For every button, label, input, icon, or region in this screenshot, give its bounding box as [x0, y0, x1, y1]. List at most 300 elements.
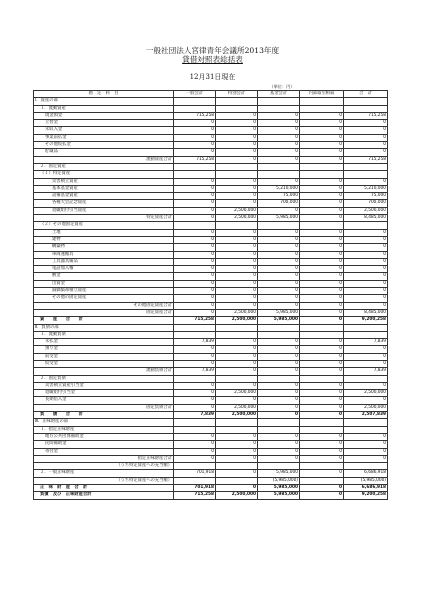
amount-cell: 2,500,000 — [216, 492, 258, 499]
account-label: Ⅱ．負債の部 — [34, 324, 174, 331]
amount-cell — [258, 163, 300, 170]
amount-cell: 7,839 — [344, 368, 388, 375]
account-label: 負債 及び 正味財産合計 — [34, 492, 174, 499]
amount-cell: 0 — [258, 353, 300, 360]
amount-cell: (5,985,000) — [258, 477, 300, 484]
amount-cell: 0 — [344, 441, 388, 448]
table-row — [34, 324, 388, 331]
amount-cell — [344, 105, 388, 112]
amount-cell: 0 — [216, 112, 258, 119]
amount-cell: 0 — [300, 258, 344, 265]
amount-cell: 0 — [258, 273, 300, 280]
amount-cell: 0 — [300, 353, 344, 360]
table-row — [34, 295, 388, 302]
amount-cell: 0 — [300, 448, 344, 455]
amount-cell: 0 — [300, 156, 344, 163]
table-row — [34, 215, 388, 222]
table-row — [34, 339, 388, 346]
amount-cell: 700,000 — [258, 200, 300, 207]
amount-cell: 5,985,000 — [258, 492, 300, 499]
account-label: その他仮払金 — [34, 142, 174, 149]
amount-cell — [300, 463, 344, 470]
table-row — [34, 382, 388, 389]
table-row — [34, 258, 388, 265]
amount-cell: 0 — [258, 390, 300, 397]
table-row — [34, 244, 388, 251]
amount-cell: 0 — [300, 309, 344, 316]
account-label: 流動負債合計 — [34, 368, 174, 375]
amount-cell: 0 — [300, 266, 344, 273]
amount-cell: 0 — [174, 309, 216, 316]
amount-cell — [344, 324, 388, 331]
table-row — [34, 142, 388, 149]
amount-cell — [258, 105, 300, 112]
amount-cell: 0 — [216, 127, 258, 134]
amount-cell — [216, 105, 258, 112]
amount-cell: 0 — [258, 397, 300, 404]
amount-cell — [174, 171, 216, 178]
account-label: （うち特定資産への充当額） — [34, 463, 174, 470]
account-label: 災害積立資産引当金 — [34, 382, 174, 389]
amount-cell: 0 — [174, 142, 216, 149]
table-row — [34, 317, 388, 324]
table-row — [34, 149, 388, 156]
amount-cell: 2,500,000 — [216, 390, 258, 397]
amount-cell: 0 — [258, 134, 300, 141]
table-row — [34, 98, 388, 105]
amount-cell: 0 — [258, 266, 300, 273]
amount-cell: 0 — [216, 258, 258, 265]
amount-cell: 0 — [300, 193, 344, 200]
account-label: ２．固定資産 — [34, 163, 174, 170]
amount-cell: 0 — [216, 302, 258, 309]
table-row — [34, 477, 388, 484]
amount-cell — [258, 98, 300, 105]
amount-cell: 0 — [300, 215, 344, 222]
account-label: 災害積立資産 — [34, 178, 174, 185]
column-header: 一般会計 — [174, 91, 216, 98]
account-label: （２）その他固定資産 — [34, 222, 174, 229]
amount-cell: 0 — [174, 441, 216, 448]
amount-cell: 0 — [300, 229, 344, 236]
amount-cell — [344, 163, 388, 170]
account-label: 各種大会記念資産 — [34, 200, 174, 207]
amount-cell: 0 — [216, 339, 258, 346]
account-label: 未払金 — [34, 339, 174, 346]
amount-cell: 0 — [300, 127, 344, 134]
amount-cell: 75,000 — [258, 193, 300, 200]
account-label: １．流動資産 — [34, 105, 174, 112]
account-label: 現金預金 — [34, 112, 174, 119]
table-row — [34, 112, 388, 119]
amount-cell: 0 — [174, 251, 216, 258]
amount-cell — [258, 324, 300, 331]
amount-cell: 9,200,258 — [344, 492, 388, 499]
amount-cell — [216, 331, 258, 338]
amount-cell: 0 — [300, 455, 344, 462]
amount-cell: 700,000 — [344, 200, 388, 207]
header-row — [34, 91, 388, 98]
account-label: 構築物 — [34, 244, 174, 251]
amount-cell — [300, 105, 344, 112]
amount-cell: 0 — [258, 244, 300, 251]
table-row — [34, 288, 388, 295]
account-label: 長期借入金 — [34, 397, 174, 404]
amount-cell: 0 — [216, 368, 258, 375]
account-label: 前受金 — [34, 353, 174, 360]
amount-cell: 0 — [174, 229, 216, 236]
amount-cell — [300, 222, 344, 229]
amount-cell: 0 — [344, 244, 388, 251]
amount-cell — [300, 375, 344, 382]
amount-cell: 0 — [216, 236, 258, 243]
amount-cell: 2,500,000 — [216, 207, 258, 214]
amount-cell: 0 — [258, 368, 300, 375]
amount-cell — [174, 98, 216, 105]
amount-cell: 0 — [344, 353, 388, 360]
amount-cell — [258, 426, 300, 433]
amount-cell: 0 — [300, 244, 344, 251]
amount-cell: 0 — [258, 280, 300, 287]
table-row — [34, 280, 388, 287]
amount-cell: 0 — [344, 397, 388, 404]
amount-cell: 0 — [300, 360, 344, 367]
amount-cell: 0 — [174, 215, 216, 222]
amount-cell: 0 — [216, 455, 258, 462]
table-row — [34, 134, 388, 141]
amount-cell: 701,918 — [174, 470, 216, 477]
amount-cell: 0 — [344, 280, 388, 287]
amount-cell: 0 — [258, 236, 300, 243]
table-row — [34, 360, 388, 367]
amount-cell: 0 — [344, 455, 388, 462]
as-of-date: 12月31日現在 — [189, 73, 236, 81]
amount-cell: 0 — [300, 295, 344, 302]
amount-cell: 715,258 — [174, 112, 216, 119]
amount-cell: 2,500,000 — [216, 404, 258, 411]
account-label: 事業前払金 — [34, 134, 174, 141]
amount-cell: 715,258 — [174, 156, 216, 163]
table-row — [34, 229, 388, 236]
table-row — [34, 331, 388, 338]
amount-cell — [174, 426, 216, 433]
amount-cell: 0 — [344, 288, 388, 295]
table-row — [34, 251, 388, 258]
amount-cell: 0 — [300, 302, 344, 309]
column-header: 基金会計 — [258, 91, 300, 98]
amount-cell: 0 — [300, 368, 344, 375]
amount-cell: 0 — [344, 273, 388, 280]
amount-cell — [300, 163, 344, 170]
amount-cell: 0 — [216, 280, 258, 287]
amount-cell: 6,686,918 — [344, 470, 388, 477]
account-label: （うち特定資産への充当額） — [34, 477, 174, 484]
amount-cell: 0 — [258, 127, 300, 134]
amount-cell: 0 — [344, 302, 388, 309]
amount-cell: 0 — [216, 295, 258, 302]
amount-cell: 0 — [216, 134, 258, 141]
amount-cell: 0 — [258, 339, 300, 346]
column-header: 合 計 — [344, 91, 388, 98]
account-label: 工具器具備品 — [34, 258, 174, 265]
amount-cell: 0 — [300, 149, 344, 156]
table-row — [34, 163, 388, 170]
amount-cell: 0 — [174, 200, 216, 207]
account-label: 地方公共団体補助金 — [34, 433, 174, 440]
amount-cell — [300, 426, 344, 433]
amount-cell: 2,500,000 — [344, 404, 388, 411]
amount-cell: 0 — [300, 288, 344, 295]
amount-cell: 0 — [216, 382, 258, 389]
amount-cell: 0 — [258, 112, 300, 119]
amount-cell: 0 — [258, 120, 300, 127]
amount-cell: 715,258 — [344, 156, 388, 163]
amount-cell: 0 — [300, 112, 344, 119]
account-label: 未収入金 — [34, 127, 174, 134]
amount-cell: 0 — [174, 360, 216, 367]
amount-cell: 0 — [258, 382, 300, 389]
amount-cell: 0 — [344, 295, 388, 302]
table-body — [34, 98, 388, 499]
table-row — [34, 419, 388, 426]
amount-cell: 0 — [258, 142, 300, 149]
amount-cell: 0 — [300, 433, 344, 440]
column-header: 特別会計 — [216, 91, 258, 98]
amount-cell: 0 — [300, 200, 344, 207]
amount-cell: 0 — [258, 360, 300, 367]
amount-cell: 715,258 — [344, 112, 388, 119]
table-row — [34, 397, 388, 404]
table-row — [34, 470, 388, 477]
amount-cell: 0 — [300, 134, 344, 141]
amount-cell: 0 — [216, 149, 258, 156]
amount-cell: 0 — [174, 397, 216, 404]
table-row — [34, 404, 388, 411]
account-label: 特定資産合計 — [34, 215, 174, 222]
account-label: 退職給付引当金 — [34, 390, 174, 397]
table-row — [34, 448, 388, 455]
table-row — [34, 236, 388, 243]
account-label: １．流動負債 — [34, 331, 174, 338]
amount-cell: 0 — [300, 280, 344, 287]
amount-cell: 0 — [344, 127, 388, 134]
account-label: 土地 — [34, 229, 174, 236]
amount-cell: 0 — [344, 448, 388, 455]
amount-cell: 0 — [216, 200, 258, 207]
table-row — [34, 412, 388, 419]
amount-cell — [174, 222, 216, 229]
amount-cell — [300, 324, 344, 331]
amount-cell: 0 — [216, 244, 258, 251]
account-label: 出資金 — [34, 280, 174, 287]
amount-cell: 0 — [174, 236, 216, 243]
amount-cell: 0 — [300, 178, 344, 185]
account-label: 寄付金 — [34, 448, 174, 455]
amount-cell: 0 — [216, 193, 258, 200]
amount-cell — [300, 477, 344, 484]
amount-cell — [174, 463, 216, 470]
table-row — [34, 302, 388, 309]
amount-cell: 0 — [216, 397, 258, 404]
amount-cell: 0 — [258, 433, 300, 440]
amount-cell: 0 — [300, 142, 344, 149]
account-label: 設備基金資産 — [34, 193, 174, 200]
amount-cell — [216, 426, 258, 433]
amount-cell — [174, 375, 216, 382]
amount-cell: 9,200,258 — [344, 317, 388, 324]
amount-cell: 8,485,000 — [344, 215, 388, 222]
amount-cell — [344, 98, 388, 105]
amount-cell — [216, 419, 258, 426]
amount-cell: 0 — [216, 353, 258, 360]
account-label: 敷金 — [34, 273, 174, 280]
amount-cell: 0 — [216, 360, 258, 367]
table-row — [34, 105, 388, 112]
table-row — [34, 193, 388, 200]
amount-cell: 0 — [344, 149, 388, 156]
amount-cell: 0 — [216, 288, 258, 295]
amount-cell — [344, 419, 388, 426]
amount-cell: 0 — [174, 404, 216, 411]
amount-cell: 0 — [258, 455, 300, 462]
table-row — [34, 266, 388, 273]
amount-cell: 0 — [300, 441, 344, 448]
amount-cell — [258, 222, 300, 229]
amount-cell — [216, 171, 258, 178]
amount-cell: 0 — [216, 433, 258, 440]
table-row — [34, 309, 388, 316]
account-label: 基本基金資産 — [34, 185, 174, 192]
amount-cell: 0 — [174, 207, 216, 214]
document-subtitle: 貸借対照表総括表 — [182, 55, 243, 64]
amount-cell: 0 — [258, 156, 300, 163]
account-label: 建物 — [34, 236, 174, 243]
amount-cell — [174, 163, 216, 170]
account-label: １．指定正味財産 — [34, 426, 174, 433]
account-label: 立替金 — [34, 120, 174, 127]
amount-cell: 0 — [216, 346, 258, 353]
amount-cell: 0 — [300, 273, 344, 280]
amount-cell — [258, 331, 300, 338]
amount-cell: 0 — [174, 244, 216, 251]
account-label: 指定正味財産合計 — [34, 455, 174, 462]
amount-cell: 75,000 — [344, 193, 388, 200]
amount-cell: 0 — [174, 390, 216, 397]
amount-cell: 0 — [174, 193, 216, 200]
amount-cell: 0 — [258, 207, 300, 214]
table-row — [34, 185, 388, 192]
amount-cell: 0 — [300, 236, 344, 243]
amount-cell: 0 — [300, 404, 344, 411]
amount-cell — [174, 331, 216, 338]
amount-cell — [344, 222, 388, 229]
amount-cell: 2,500,000 — [344, 390, 388, 397]
amount-cell: 0 — [344, 251, 388, 258]
amount-cell: 0 — [258, 346, 300, 353]
amount-cell: (5,985,000) — [344, 477, 388, 484]
amount-cell: 0 — [216, 441, 258, 448]
amount-cell — [174, 324, 216, 331]
amount-cell: 0 — [174, 455, 216, 462]
table-row — [34, 120, 388, 127]
amount-cell: 0 — [174, 266, 216, 273]
table-row — [34, 353, 388, 360]
column-header: 内部取引相殺 — [300, 91, 344, 98]
amount-cell — [258, 171, 300, 178]
amount-cell: 0 — [258, 441, 300, 448]
amount-cell: 2,500,000 — [216, 309, 258, 316]
amount-cell: 0 — [344, 178, 388, 185]
amount-cell: 0 — [216, 120, 258, 127]
account-label: 貯蔵品 — [34, 149, 174, 156]
table-row — [34, 156, 388, 163]
amount-cell — [216, 163, 258, 170]
account-label: 減価償却積立資産 — [34, 288, 174, 295]
column-header: 勘 定 科 目 — [34, 91, 174, 98]
amount-cell: 0 — [174, 382, 216, 389]
amount-cell: 715,258 — [174, 317, 216, 324]
amount-cell: 5,985,000 — [258, 215, 300, 222]
amount-cell: 0 — [344, 142, 388, 149]
amount-cell: 5,985,000 — [258, 470, 300, 477]
account-label: 資 産 合 計 — [34, 317, 174, 324]
amount-cell: 0 — [258, 258, 300, 265]
amount-cell: 0 — [216, 156, 258, 163]
amount-cell: 0 — [216, 470, 258, 477]
amount-cell: 0 — [174, 288, 216, 295]
amount-cell: 701,918 — [174, 485, 216, 492]
account-label: 電話加入権 — [34, 266, 174, 273]
account-label: 民間補助金 — [34, 441, 174, 448]
table-row — [34, 171, 388, 178]
amount-cell — [258, 463, 300, 470]
table-row — [34, 455, 388, 462]
amount-cell — [344, 375, 388, 382]
amount-cell: 0 — [216, 485, 258, 492]
account-label: 負 債 合 計 — [34, 412, 174, 419]
account-label: 正 味 財 産 合 計 — [34, 485, 174, 492]
amount-cell: 0 — [344, 360, 388, 367]
amount-cell — [216, 477, 258, 484]
amount-cell: 0 — [344, 236, 388, 243]
amount-cell: 0 — [174, 127, 216, 134]
amount-cell: 0 — [300, 382, 344, 389]
amount-cell — [216, 222, 258, 229]
amount-cell: 0 — [344, 134, 388, 141]
table-row — [34, 441, 388, 448]
account-label: その他の固定資産 — [34, 295, 174, 302]
amount-cell — [300, 98, 344, 105]
amount-cell: 0 — [216, 142, 258, 149]
amount-cell — [344, 426, 388, 433]
amount-cell: 0 — [344, 229, 388, 236]
table-row — [34, 222, 388, 229]
account-label: ２．固定負債 — [34, 375, 174, 382]
amount-cell: 5,210,000 — [344, 185, 388, 192]
amount-cell: 0 — [300, 185, 344, 192]
amount-cell: 0 — [174, 280, 216, 287]
amount-cell — [216, 98, 258, 105]
table-row — [34, 346, 388, 353]
amount-cell: 0 — [258, 404, 300, 411]
amount-cell: 0 — [174, 120, 216, 127]
amount-cell: 5,985,000 — [258, 317, 300, 324]
amount-cell: 0 — [258, 149, 300, 156]
amount-cell: 0 — [300, 390, 344, 397]
amount-cell: 0 — [174, 273, 216, 280]
amount-cell: 5,985,000 — [258, 485, 300, 492]
table-row — [34, 492, 388, 499]
